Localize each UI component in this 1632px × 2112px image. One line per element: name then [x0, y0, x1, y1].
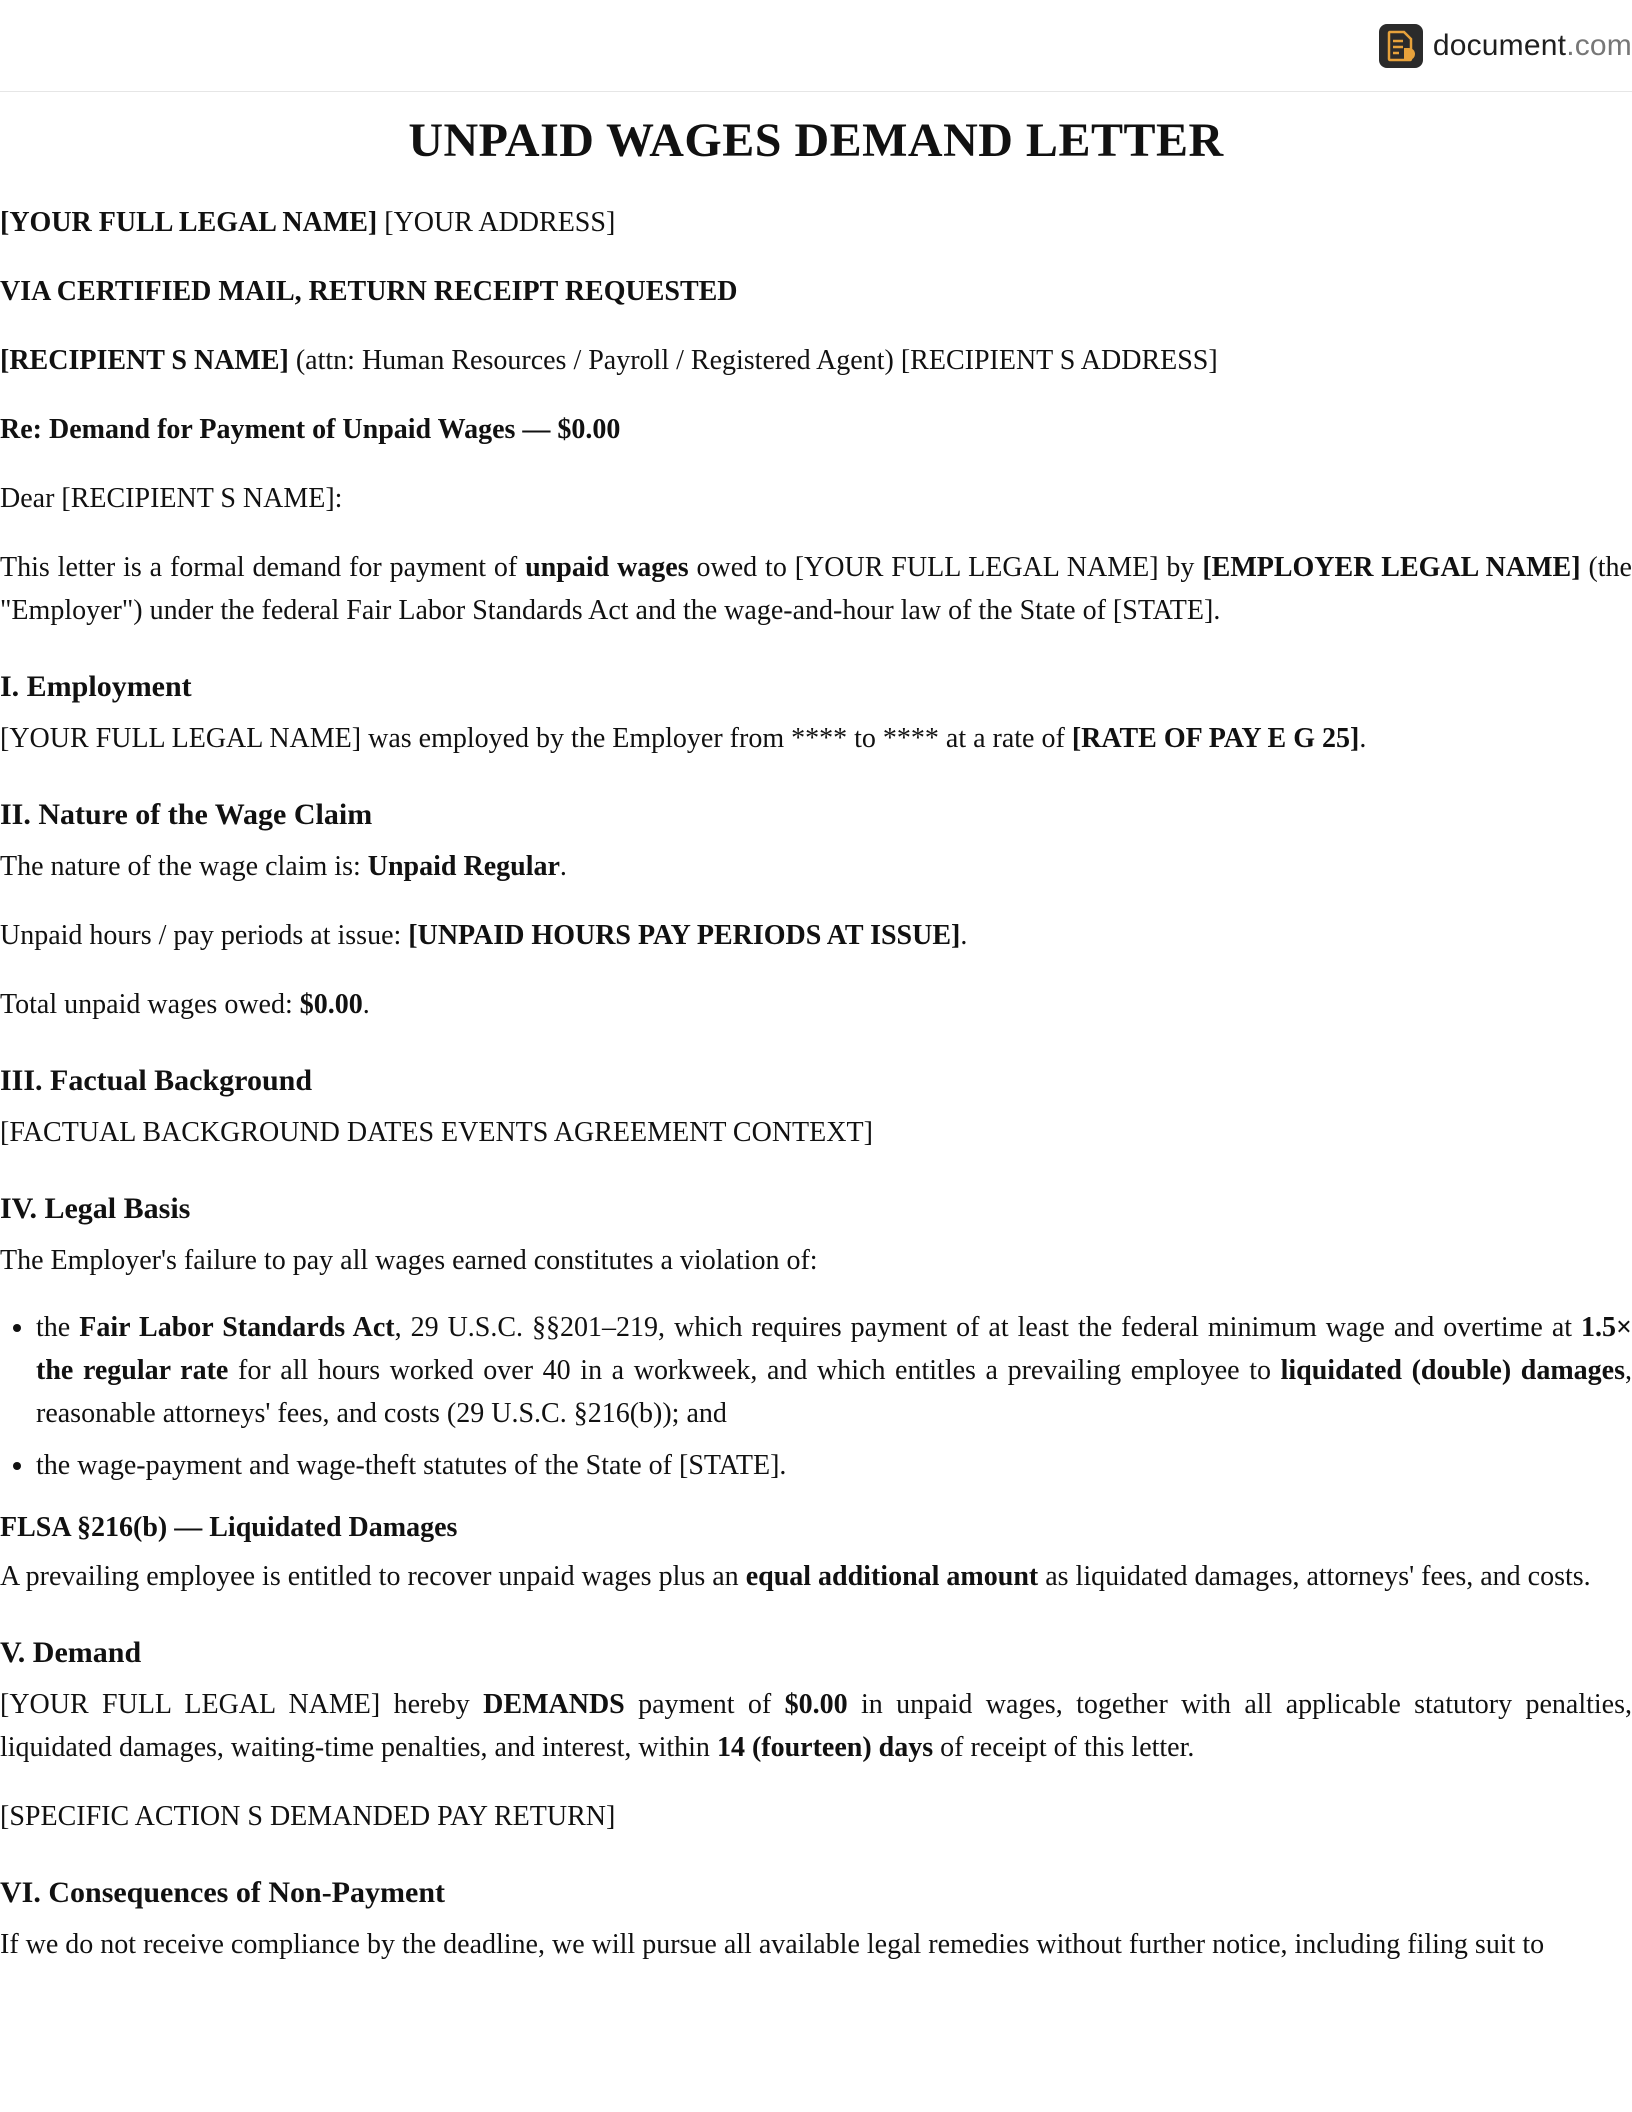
- section-heading-legal-basis: IV. Legal Basis: [0, 1191, 191, 1225]
- sender-address: [YOUR ADDRESS]: [377, 206, 616, 238]
- section-heading-factual-background: III. Factual Background: [0, 1063, 313, 1097]
- liquidated-damages-paragraph: A prevailing employee is entitled to recover unpaid wages plus an equal additional amount as liquidated damages, attorneys' fees, and costs.: [0, 1560, 1591, 1592]
- recipient-attn: (attn: Human Resources / Payroll / Registered Agent): [288, 344, 901, 376]
- recipient-block: [0, 339, 1632, 382]
- section-heading-consequences: VI. Consequences of Non-Payment: [0, 1875, 445, 1909]
- sender-name: [YOUR FULL LEGAL NAME]: [0, 206, 378, 238]
- consequences-paragraph: If we do not receive compliance by the deadline, we will pursue all available legal remedies without further notice, including filing suit to: [0, 1928, 1545, 1960]
- recipient-address: [RECIPIENT S ADDRESS]: [900, 344, 1218, 376]
- section-heading-wage-claim: II. Nature of the Wage Claim: [0, 797, 373, 831]
- recipient-name: [RECIPIENT S NAME]: [0, 344, 289, 376]
- document-title: UNPAID WAGES DEMAND LETTER: [408, 114, 1224, 167]
- factual-background: [FACTUAL BACKGROUND DATES EVENTS AGREEMENT CONTEXT]: [0, 1116, 873, 1148]
- unpaid-hours: Unpaid hours / pay periods at issue: [UNPAID HOURS PAY PERIODS AT ISSUE].: [0, 919, 968, 951]
- total-unpaid: Total unpaid wages owed: $0.00.: [0, 988, 370, 1020]
- demand-paragraph: [YOUR FULL LEGAL NAME] hereby DEMANDS payment of $0.00 in unpaid wages, together with all applicable statutory penalties, liquidated damages, waiting-time penalties, and interest, within 14 (fourteen) days of receipt of this letter.: [0, 1688, 1632, 1763]
- re-line: Re: Demand for Payment of Unpaid Wages — $0.00: [0, 413, 621, 445]
- document-logo-icon: [1379, 24, 1423, 68]
- section-heading-demand: V. Demand: [0, 1635, 142, 1669]
- sender-block: [0, 201, 1632, 244]
- intro-paragraph: This letter is a formal demand for payment of unpaid wages owed to [YOUR FULL LEGAL NAME] by [EMPLOYER LEGAL NAME] (the "Employer") under the federal Fair Labor Standards Act and the wage-and-hour law of the State of [STATE].: [0, 551, 1632, 626]
- delivery-method: VIA CERTIFIED MAIL, RETURN RECEIPT REQUESTED: [0, 275, 738, 307]
- legal-basis-intro: The Employer's failure to pay all wages earned constitutes a violation of:: [0, 1244, 818, 1276]
- letter-body: [0, 92, 1632, 1966]
- demanded-actions: [SPECIFIC ACTION S DEMANDED PAY RETURN]: [0, 1800, 616, 1832]
- brand-logo[interactable]: [1379, 24, 1632, 68]
- list-item: • the Fair Labor Standards Act, 29 U.S.C. §§201–219, which requires payment of at least the federal minimum wage and overtime at 1.5× the regular rate for all hours worked over 40 in a workweek, and which entitles a prevailing employee to liquidated (double) damages, reasonable attorneys' fees, and costs (29 U.S.C. §216(b)); and: [36, 1306, 1632, 1435]
- wage-claim-nature: The nature of the wage claim is: Unpaid Regular.: [0, 850, 567, 882]
- list-item: • the wage-payment and wage-theft statutes of the State of [STATE].: [36, 1444, 1632, 1487]
- salutation: Dear [RECIPIENT S NAME]:: [0, 482, 343, 514]
- section-heading-employment: I. Employment: [0, 669, 192, 703]
- employment-paragraph: [YOUR FULL LEGAL NAME] was employed by the Employer from **** to **** at a rate of [RATE OF PAY E G 25].: [0, 722, 1367, 754]
- site-header: [0, 0, 1632, 92]
- subheading-liquidated-damages: FLSA §216(b) — Liquidated Damages: [0, 1511, 458, 1543]
- brand-name: document.com: [1432, 29, 1632, 62]
- legal-basis-list: [0, 1306, 1632, 1487]
